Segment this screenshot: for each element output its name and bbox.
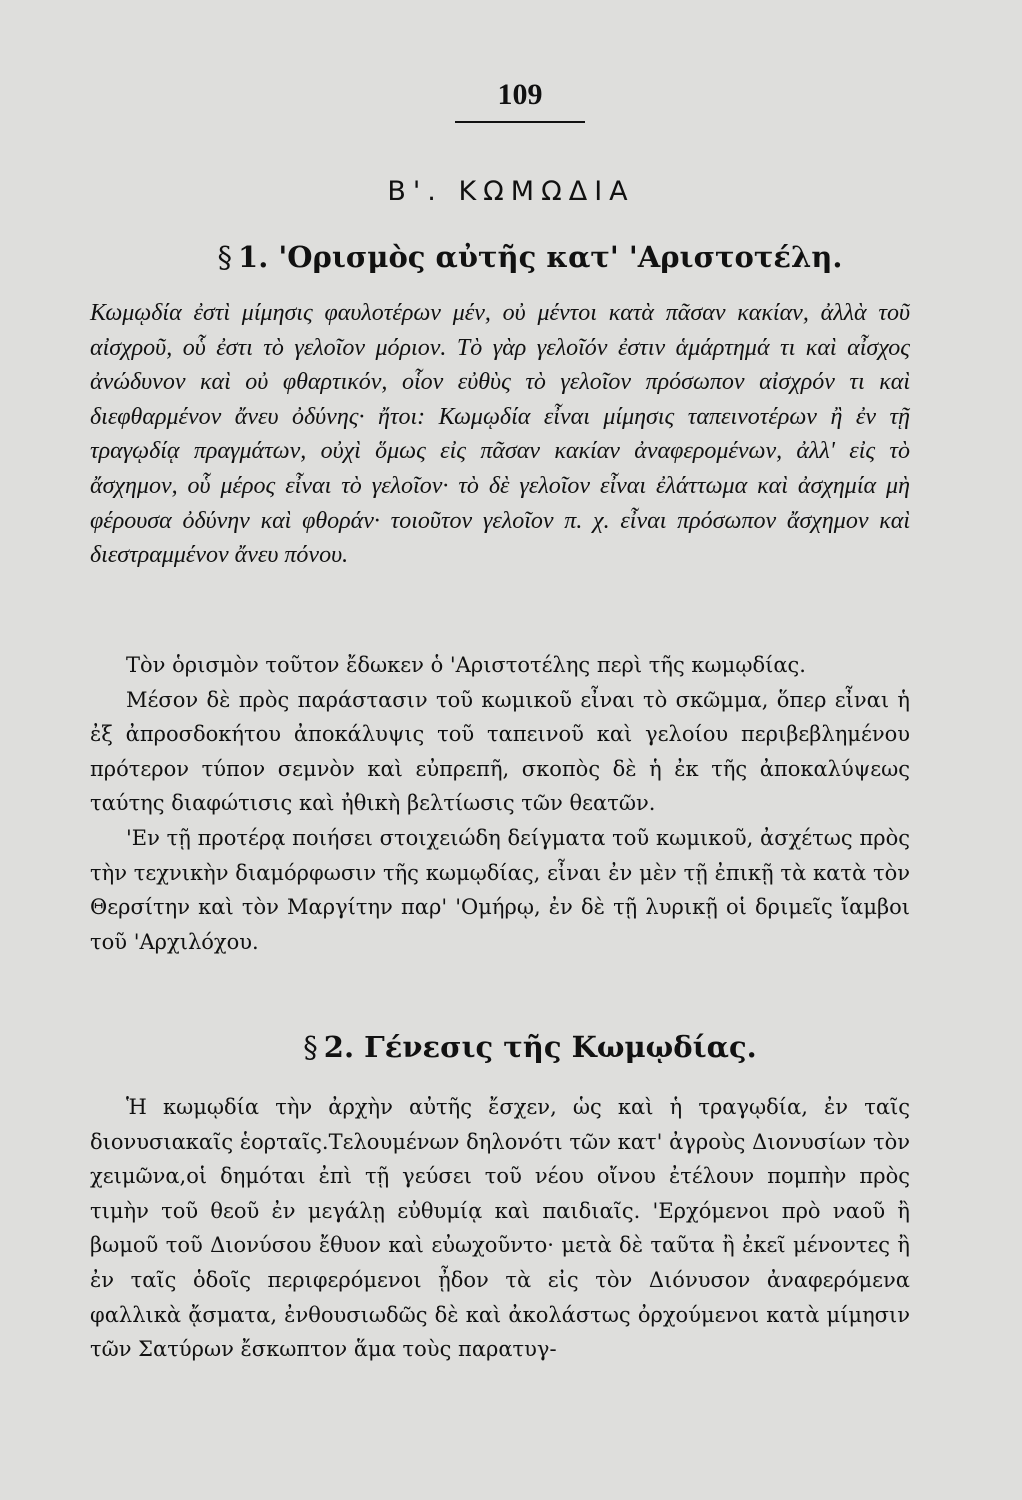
page-number: 109 <box>497 78 543 111</box>
section-1-body <box>90 648 910 959</box>
section-2-title: 2. Γένεσις τῆς Κωμῳδίας. <box>323 1030 757 1064</box>
section-2-body <box>90 1090 910 1367</box>
definition-paragraph <box>90 296 910 573</box>
section-sign: § <box>303 1030 318 1064</box>
aim-paragraph: Μέσον δὲ πρὸς παράστασιν τοῦ κωμικοῦ εἶναι τὸ σκῶμμα, ὅπερ εἶναι ἡ ἐξ ἀπροσδοκήτου ἀποκάλυψις τοῦ ταπεινοῦ καὶ γελοίου περιβεβλημένου πρότερον τύπον σεμνὸν καὶ εὐπρεπῆ, σκοπὸς δὲ ἡ ἐκ τῆς ἀποκαλύψεως ταύτης διαφώτισις καὶ ἠθικὴ βελτίωσις τῶν θεατῶν. <box>90 687 910 816</box>
aristotle-definition-greek: Κωμῳδία ἐστὶ μίμησις φαυλοτέρων μέν, οὐ μέντοι κατὰ πᾶσαν κακίαν, ἀλλὰ τοῦ αἰσχροῦ, οὗ ἐστι τὸ γελοῖον μόριον. Τὸ γὰρ γελοῖόν ἐστιν ἁμάρτημά τι καὶ αἶσχος ἀνώδυνον καὶ οὐ φθαρτικόν, οἷον εὐθὺς τὸ γελοῖον πρόσωπον αἰσχρόν τι καὶ διεφθαρμένον ἄνευ ὀδύνης· ἤτοι: Κωμῳδία εἶναι μίμησις ταπεινοτέρων ἢ ἐν τῇ τραγῳδίᾳ πραγμάτων, οὐχὶ ὅμως εἰς πᾶσαν κακίαν ἀναφερομένων, ἀλλ' εἰς τὸ ἄσχημον, οὗ μέρος εἶναι τὸ γελοῖον· τὸ δὲ γελοῖον εἶναι ἐλάττωμα καὶ ἀσχημία μὴ φέρουσα ὀδύνην καὶ φθοράν· τοιοῦτον γελοῖον π. χ. εἶναι πρόσωπον ἄσχημον καὶ διεστραμμένον ἄνευ πόνου. <box>90 300 910 569</box>
definition-source-paragraph: Τὸν ὁρισμὸν τοῦτον ἔδωκεν ὁ 'Αριστοτέλης περὶ τῆς κωμῳδίας. <box>126 653 806 677</box>
section-1-heading <box>0 240 1022 274</box>
early-poetry-paragraph: 'Εν τῇ προτέρᾳ ποιήσει στοιχειώδη δείγματα τοῦ κωμικοῦ, ἀσχέτως πρὸς τὴν τεχνικὴν διαμόρφωσιν τῆς κωμῳδίας, εἶναι ἐν μὲν τῇ ἐπικῇ τὰ κατὰ τὸν Θερσίτην καὶ τὸν Μαργίτην παρ' 'Ομήρῳ, ἐν δὲ τῇ λυρικῇ οἱ δριμεῖς ἴαμβοι τοῦ 'Αρχιλόχου. <box>90 825 910 954</box>
section-1-title: 1. 'Ορισμὸς αὐτῆς κατ' 'Αριστοτέλη. <box>238 240 843 274</box>
chapter-title: Β'. ΚΩΜΩΔΙΑ <box>387 176 635 207</box>
page-number-underline <box>455 121 585 123</box>
section-sign: § <box>217 240 233 274</box>
section-2-heading <box>0 1030 1022 1064</box>
origin-paragraph: Ἡ κωμῳδία τὴν ἀρχὴν αὐτῆς ἔσχεν, ὡς καὶ ἡ τραγῳδία, ἐν ταῖς διονυσιακαῖς ἑορταῖς.Τελουμένων δηλονότι τῶν κατ' ἀγροὺς Διονυσίων τὸν χειμῶνα,οἱ δημόται ἐπὶ τῇ γεύσει τοῦ νέου οἴνου ἐτέλουν πομπὴν πρὸς τιμὴν τοῦ θεοῦ ἐν μεγάλῃ εὐθυμίᾳ καὶ παιδιαῖς. 'Ερχόμενοι πρὸ ναοῦ ἢ βωμοῦ τοῦ Διονύσου ἔθυον καὶ εὐωχοῦντο· μετὰ δὲ ταῦτα ἢ ἐκεῖ μένοντες ἢ ἐν ταῖς ὁδοῖς περιφερόμενοι ᾖδον τὰ εἰς τὸν Διόνυσον ἀναφερόμενα φαλλικὰ ᾄσματα, ἐνθουσιωδῶς δὲ καὶ ἀκολάστως ὀρχούμενοι κατὰ μίμησιν τῶν Σατύρων ἔσκωπτον ἅμα τοὺς παρατυγ- <box>90 1095 910 1362</box>
